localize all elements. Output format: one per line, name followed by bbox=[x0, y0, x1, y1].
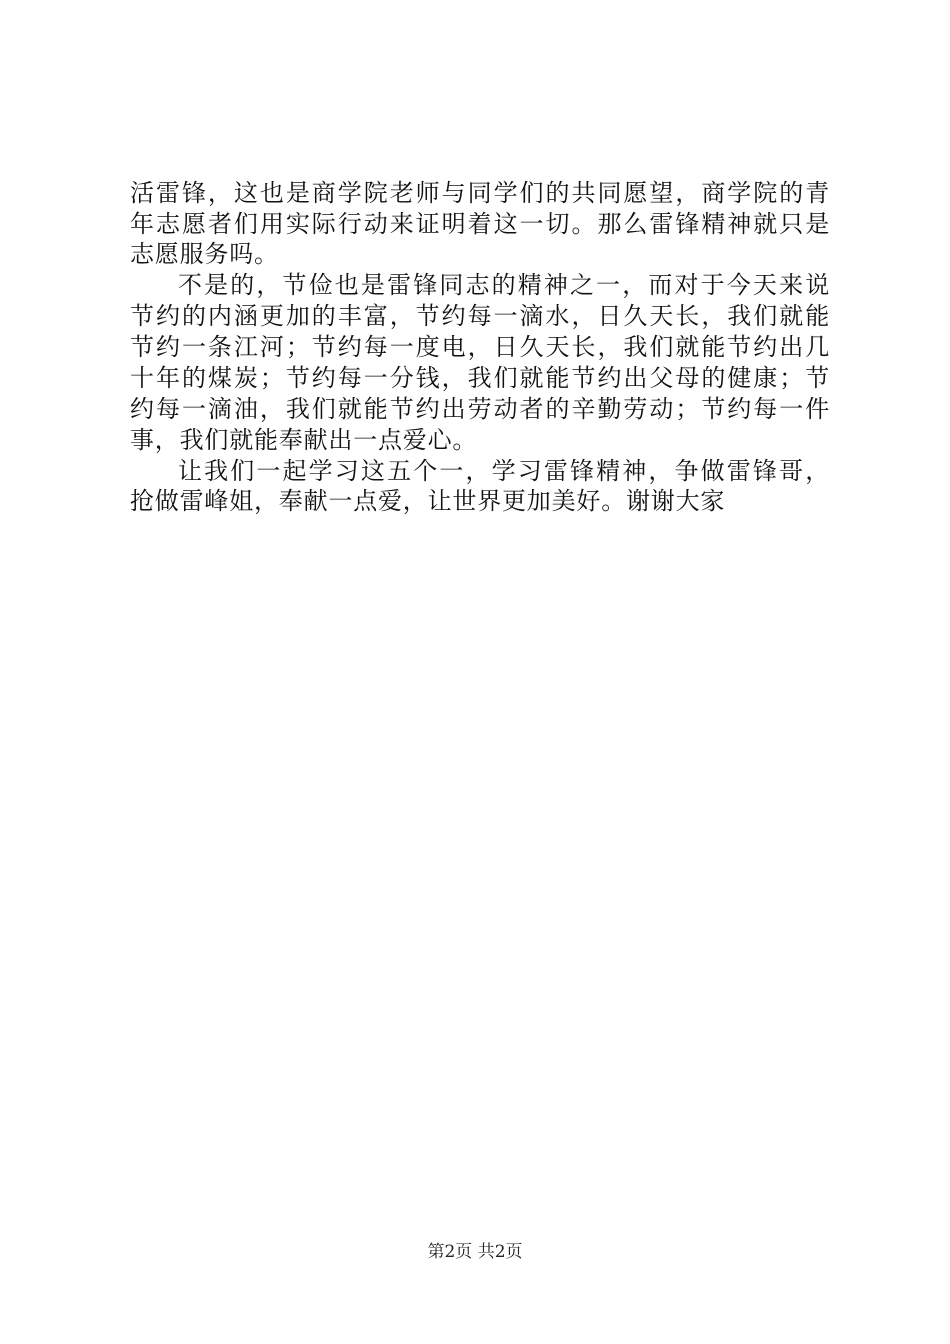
paragraph-3-line-2: 抢做雷峰姐，奉献一点爱，让世界更加美好。谢谢大家 bbox=[130, 487, 726, 515]
paragraph-2-line-1: 不是的，节俭也是雷锋同志的精神之一，而对于今天来说 bbox=[178, 271, 830, 299]
paragraph-2-line-2: 节约的内涵更加的丰富，节约每一滴水，日久天长，我们就能 bbox=[130, 302, 830, 330]
paragraph-3-line-1: 让我们一起学习这五个一，学习雷锋精神，争做雷锋哥， bbox=[178, 457, 830, 485]
paragraph-2-line-4: 十年的煤炭；节约每一分钱，我们就能节约出父母的健康；节 bbox=[130, 364, 830, 392]
paragraph-1-line-2: 年志愿者们用实际行动来证明着这一切。那么雷锋精神就只是 bbox=[130, 210, 830, 238]
paragraph-2-line-5: 约每一滴油，我们就能节约出劳动者的辛勤劳动；节约每一件 bbox=[130, 395, 830, 423]
page-footer: 第2页 共2页 bbox=[427, 1242, 523, 1262]
paragraph-2-line-3: 节约一条江河；节约每一度电，日久天长，我们就能节约出几 bbox=[130, 333, 830, 361]
paragraph-1-line-3: 志愿服务吗。 bbox=[130, 240, 279, 268]
paragraph-1-line-1: 活雷锋，这也是商学院老师与同学们的共同愿望，商学院的青 bbox=[130, 179, 830, 207]
paragraph-2-line-6: 事，我们就能奉献出一点爱心。 bbox=[130, 426, 478, 454]
